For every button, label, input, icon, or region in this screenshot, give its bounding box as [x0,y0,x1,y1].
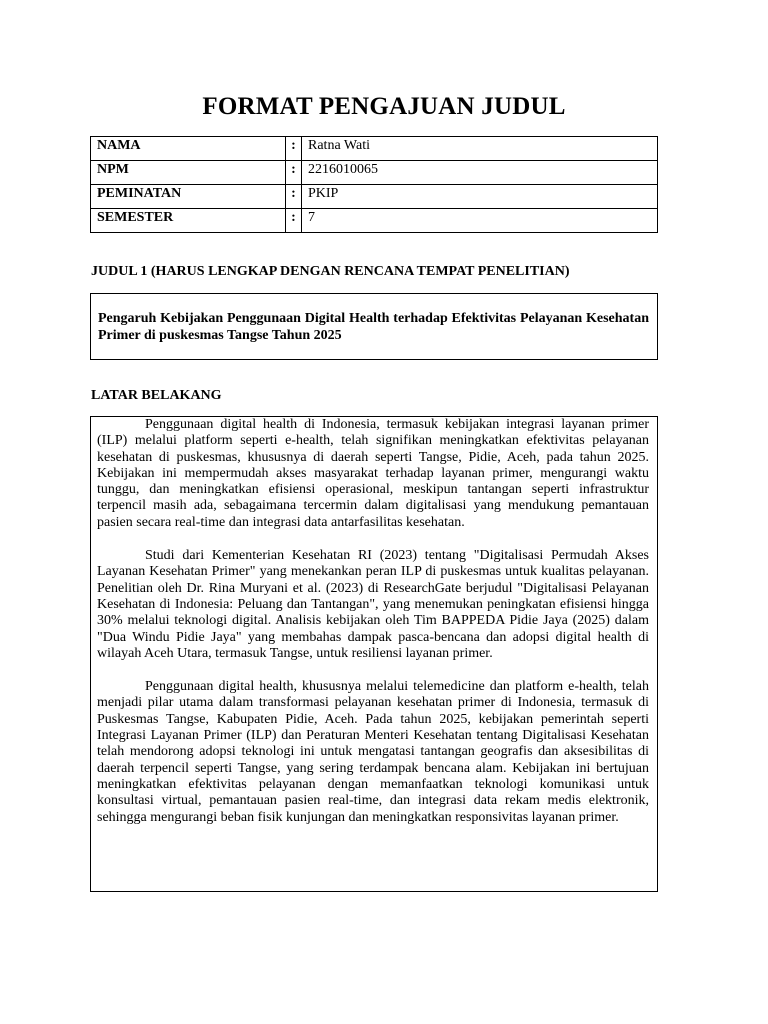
info-colon: : [286,161,302,185]
info-colon: : [286,209,302,233]
info-label: PEMINATAN [91,185,286,209]
info-value: 2216010065 [302,161,658,185]
paragraph: Penggunaan digital health di Indonesia, termasuk kebijakan integrasi layanan primer (ILP) melalui platform seperti e-health, telah signifikan meningkatkan efektivitas pelayanan kesehatan di puskesmas, khususnya di daerah seperti Tangse, Pidie, Aceh, pada tahun 2025. Kebijakan ini mempermudah akses masyarakat terhadap layanan primer, mengurangi waktu tunggu, dan meningkatkan efisiensi operasional, meskipun tantangan seperti infrastruktur terpencil masih ada, sebagaimana tercermin dalam digitalisasi yang mendukung pemantauan pasien secara real-time dan integrasi data antarfasilitas kesehatan. [97,417,649,530]
info-row-npm [91,161,658,185]
info-row-peminatan [91,185,658,209]
paragraph: Studi dari Kementerian Kesehatan RI (2023) tentang "Digitalisasi Permudah Akses Layanan Kesehatan Primer" yang menekankan peran ILP di puskesmas untuk kualitas pelayanan. Penelitian oleh Dr. Rina Muryani et al. (2023) di ResearchGate berjudul "Digitalisasi Pelayanan Kesehatan di Indonesia: Peluang dan Tantangan", yang menemukan peningkatan efisiensi hingga 30% melalui teknologi digital. Analisis kebijakan oleh Tim BAPPEDA Pidie Jaya (2025) dalam "Dua Windu Pidie Jaya" yang membahas dampak pasca-bencana dan adopsi digital health di wilayah Aceh Utara, termasuk Tangse, untuk resiliensi layanan primer. [97,548,649,661]
info-colon: : [286,185,302,209]
student-info-table [90,136,658,233]
info-value: PKIP [302,185,658,209]
info-label: NAMA [91,137,286,161]
latar-belakang-heading: LATAR BELAKANG [91,388,222,403]
info-colon: : [286,137,302,161]
info-value: Ratna Wati [302,137,658,161]
info-value: 7 [302,209,658,233]
judul-text: Pengaruh Kebijakan Penggunaan Digital Health terhadap Efektivitas Pelayanan Kesehatan Primer di puskesmas Tangse Tahun 2025 [98,311,649,343]
paragraph: Penggunaan digital health, khususnya melalui telemedicine dan platform e-health, telah menjadi pilar utama dalam transformasi pelayanan kesehatan primer di Indonesia, termasuk di Puskesmas Tangse, Kabupaten Pidie, Aceh. Pada tahun 2025, kebijakan pemerintah seperti Integrasi Layanan Primer (ILP) dan Peraturan Menteri Kesehatan tentang Digitalisasi Kesehatan telah mendorong adopsi teknologi ini untuk mengatasi tantangan geografis dan aksesibilitas di daerah terpencil seperti Tangse, yang sering terdampak bencana alam. Kebijakan ini bertujuan meningkatkan efektivitas pelayanan dengan memanfaatkan teknologi komunikasi untuk konsultasi virtual, pemantauan pasien real-time, dan integrasi data rekam medis elektronik, sehingga mengurangi beban fisik kunjungan dan meningkatkan responsivitas layanan primer. [97,679,649,825]
info-row-nama [91,137,658,161]
page-title: FORMAT PENGAJUAN JUDUL [202,93,566,120]
info-label: NPM [91,161,286,185]
judul-box [90,293,658,360]
info-row-semester [91,209,658,233]
judul-heading: JUDUL 1 (HARUS LENGKAP DENGAN RENCANA TEMPAT PENELITIAN) [91,264,570,279]
latar-belakang-box [90,416,658,892]
info-label: SEMESTER [91,209,286,233]
